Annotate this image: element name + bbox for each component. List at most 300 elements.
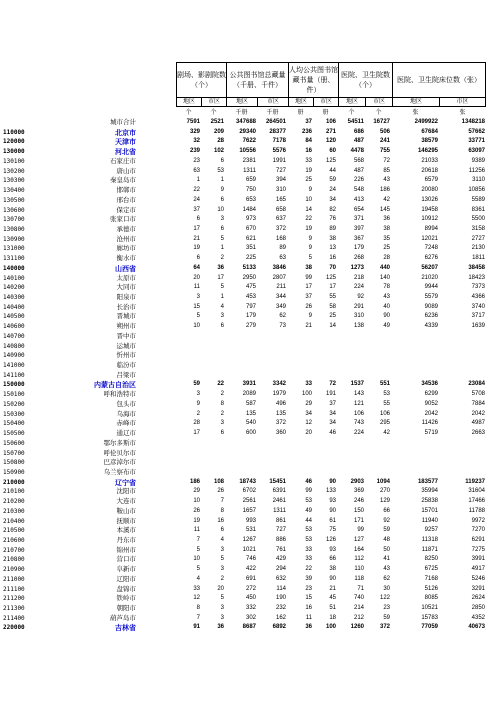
cell-value: 1311 bbox=[243, 167, 256, 174]
cell-value: 4987 bbox=[471, 420, 485, 427]
cell-value: 3717 bbox=[471, 313, 485, 320]
region-name: 大连市 bbox=[116, 497, 136, 506]
region-name: 石家庄市 bbox=[110, 156, 136, 165]
cell-value: 23 bbox=[383, 605, 390, 611]
cell-value: 42 bbox=[383, 196, 390, 203]
total-row bbox=[0, 118, 496, 127]
region-name: 朝阳市 bbox=[116, 604, 136, 612]
cell-value: 18 bbox=[329, 614, 336, 621]
unit-label: 册 bbox=[297, 109, 304, 116]
cell-value: 53 bbox=[383, 391, 390, 398]
cell-value: 548 bbox=[353, 187, 364, 193]
cell-value: 37 bbox=[305, 294, 312, 300]
province-row bbox=[0, 147, 496, 156]
region-code: 130100 bbox=[3, 157, 25, 165]
cell-value: 2042 bbox=[471, 410, 485, 417]
region-code: 140600 bbox=[3, 323, 25, 331]
cell-value: 271 bbox=[325, 128, 336, 135]
cell-value: 5579 bbox=[424, 294, 438, 300]
cell-value: 212 bbox=[353, 614, 364, 621]
cell-value: 10556 bbox=[239, 148, 256, 155]
region-name: 保定市 bbox=[116, 205, 136, 214]
cell-value: 11426 bbox=[421, 420, 438, 427]
cell-value: 28 bbox=[383, 255, 390, 262]
cell-value: 30 bbox=[383, 585, 390, 592]
region-code: 140300 bbox=[3, 294, 25, 301]
header-library-total bbox=[226, 62, 288, 98]
table-row bbox=[0, 614, 496, 623]
cell-value: 40673 bbox=[468, 624, 485, 631]
region-code: 210000 bbox=[3, 478, 25, 486]
cell-value: 4339 bbox=[424, 323, 438, 330]
cell-value: 9 bbox=[308, 313, 312, 320]
region-name: 丹东市 bbox=[116, 536, 136, 544]
cell-value: 3342 bbox=[272, 381, 286, 388]
cell-value: 23084 bbox=[468, 381, 485, 388]
cell-value: 10 bbox=[217, 206, 224, 213]
cell-value: 279 bbox=[245, 323, 256, 330]
cell-value: 53 bbox=[305, 537, 312, 543]
cell-value: 25838 bbox=[421, 498, 438, 505]
region-name: 临汾市 bbox=[116, 361, 136, 369]
cell-value: 100 bbox=[301, 391, 312, 398]
cell-value: 1348218 bbox=[461, 119, 485, 125]
region-code: 130800 bbox=[3, 225, 25, 233]
cell-value: 413 bbox=[353, 196, 364, 203]
sub-header: 市区 bbox=[257, 98, 288, 107]
region-code: 150700 bbox=[3, 449, 25, 457]
sub-header: 地区 bbox=[226, 98, 257, 107]
cell-value: 38 bbox=[329, 235, 336, 242]
cell-value: 21033 bbox=[421, 157, 438, 164]
region-code: 130200 bbox=[3, 167, 25, 175]
cell-value: 236 bbox=[301, 128, 312, 135]
cell-value: 22 bbox=[193, 187, 200, 193]
region-name: 大同市 bbox=[116, 283, 136, 292]
table-row bbox=[0, 215, 496, 224]
cell-value: 2624 bbox=[471, 595, 485, 602]
cell-value: 17466 bbox=[468, 498, 485, 505]
table-row bbox=[0, 283, 496, 292]
cell-value: 78 bbox=[383, 284, 390, 291]
cell-value: 43 bbox=[383, 177, 390, 184]
cell-value: 9972 bbox=[471, 517, 485, 524]
cell-value: 349 bbox=[275, 303, 286, 310]
cell-value: 2381 bbox=[242, 157, 256, 164]
cell-value: 5576 bbox=[272, 148, 286, 155]
cell-value: 332 bbox=[245, 605, 256, 611]
cell-value: 5708 bbox=[471, 391, 485, 398]
table-row bbox=[0, 585, 496, 594]
region-code: 150400 bbox=[3, 420, 25, 428]
cell-value: 13 bbox=[329, 245, 336, 252]
cell-value: 17 bbox=[329, 284, 336, 291]
cell-value: 1021 bbox=[242, 546, 256, 553]
cell-value: 3740 bbox=[471, 303, 485, 310]
cell-value: 2903 bbox=[350, 478, 364, 485]
cell-value: 55 bbox=[383, 400, 390, 407]
cell-value: 2 bbox=[196, 410, 200, 417]
cell-value: 310 bbox=[275, 187, 286, 193]
cell-value: 1 bbox=[196, 177, 200, 184]
region-code: 141000 bbox=[3, 362, 25, 369]
region-name: 天津市 bbox=[115, 137, 136, 147]
cell-value: 973 bbox=[245, 216, 256, 223]
cell-value: 2042 bbox=[424, 410, 438, 417]
cell-value: 38 bbox=[383, 225, 390, 232]
cell-value: 6 bbox=[196, 255, 200, 262]
region-code: 110000 bbox=[3, 128, 25, 136]
cell-value: 6 bbox=[196, 216, 200, 223]
region-code: 211200 bbox=[3, 595, 25, 603]
cell-value: 119237 bbox=[465, 478, 485, 485]
header-theaters bbox=[176, 62, 226, 98]
cell-value: 43 bbox=[383, 566, 390, 573]
cell-value: 632 bbox=[275, 575, 286, 582]
cell-value: 133 bbox=[325, 488, 336, 495]
cell-value: 18423 bbox=[468, 274, 485, 281]
cell-value: 246 bbox=[353, 498, 364, 505]
cell-value: 106 bbox=[379, 410, 390, 417]
cell-value: 9052 bbox=[424, 400, 438, 407]
region-name: 长治市 bbox=[116, 302, 136, 311]
cell-value: 25 bbox=[383, 245, 390, 252]
cell-value: 10 bbox=[193, 556, 200, 563]
unit-label: 个 bbox=[185, 109, 192, 116]
table-row bbox=[0, 322, 496, 331]
cell-value: 59 bbox=[329, 177, 336, 184]
region-code: 140900 bbox=[3, 352, 25, 360]
cell-value: 66 bbox=[383, 507, 390, 514]
cell-value: 8250 bbox=[424, 556, 438, 563]
cell-value: 4352 bbox=[471, 614, 485, 621]
cell-value: 659 bbox=[245, 177, 256, 184]
cell-value: 62 bbox=[383, 575, 390, 582]
cell-value: 347688 bbox=[235, 119, 256, 125]
cell-value: 34536 bbox=[421, 381, 438, 388]
cell-value: 59 bbox=[383, 527, 390, 534]
cell-value: 186 bbox=[379, 187, 390, 193]
table-row bbox=[0, 419, 496, 428]
cell-value: 16 bbox=[305, 605, 312, 611]
table-row bbox=[0, 167, 496, 176]
cell-value: 24 bbox=[329, 187, 336, 193]
region-name: 盘锦市 bbox=[116, 584, 136, 593]
cell-value: 21 bbox=[329, 585, 336, 592]
table-row bbox=[0, 546, 496, 555]
cell-value: 49 bbox=[383, 323, 390, 330]
table-row bbox=[0, 507, 496, 516]
cell-value: 351 bbox=[245, 245, 256, 252]
province-row bbox=[0, 137, 496, 146]
cell-value: 4 bbox=[220, 303, 224, 310]
cell-value: 112 bbox=[354, 556, 364, 563]
cell-value: 3931 bbox=[242, 381, 256, 388]
region-code: 211100 bbox=[3, 585, 25, 593]
cell-value: 3 bbox=[220, 313, 224, 320]
sub-header: 地区 bbox=[288, 98, 313, 107]
region-name: 承德市 bbox=[116, 224, 136, 233]
table-row bbox=[0, 186, 496, 195]
cell-value: 64 bbox=[193, 264, 200, 271]
region-code: 150800 bbox=[3, 459, 25, 467]
table-row bbox=[0, 400, 496, 409]
cell-value: 90 bbox=[329, 478, 336, 485]
cell-value: 496 bbox=[275, 400, 286, 407]
cell-value: 9 bbox=[220, 187, 224, 193]
region-code: 140200 bbox=[3, 284, 25, 292]
cell-value: 1311 bbox=[273, 507, 286, 514]
cell-value: 186 bbox=[189, 478, 200, 485]
table-row bbox=[0, 293, 496, 302]
cell-value: 453 bbox=[245, 294, 256, 300]
cell-value: 36 bbox=[217, 264, 224, 271]
cell-value: 16 bbox=[217, 517, 224, 524]
cell-value: 3291 bbox=[471, 585, 485, 592]
cell-value: 12 bbox=[193, 595, 200, 602]
cell-value: 7 bbox=[196, 614, 200, 621]
region-name: 乌兰察布市 bbox=[103, 467, 136, 476]
cell-value: 99 bbox=[357, 527, 364, 534]
region-name: 城市合计 bbox=[110, 118, 136, 126]
cell-value: 89 bbox=[329, 225, 336, 232]
cell-value: 291 bbox=[353, 303, 364, 310]
cell-value: 91 bbox=[193, 624, 200, 631]
region-name: 沈阳市 bbox=[116, 487, 136, 496]
cell-value: 20080 bbox=[421, 187, 438, 193]
table-row bbox=[0, 565, 496, 574]
cell-value: 587 bbox=[245, 400, 256, 407]
cell-value: 33 bbox=[305, 157, 312, 164]
cell-value: 72 bbox=[383, 157, 390, 164]
cell-value: 506 bbox=[379, 128, 390, 135]
region-name: 张家口市 bbox=[110, 215, 136, 224]
cell-value: 23 bbox=[193, 157, 200, 164]
cell-value: 77059 bbox=[421, 624, 438, 631]
cell-value: 344 bbox=[275, 294, 286, 300]
cell-value: 11256 bbox=[468, 167, 485, 174]
cell-value: 162 bbox=[275, 614, 286, 621]
cell-value: 7178 bbox=[272, 138, 286, 145]
cell-value: 13026 bbox=[421, 196, 438, 203]
cell-value: 34 bbox=[329, 420, 336, 427]
cell-value: 121 bbox=[353, 400, 364, 407]
cell-value: 369 bbox=[353, 488, 364, 495]
cell-value: 1273 bbox=[350, 264, 364, 271]
cell-value: 49 bbox=[305, 507, 312, 514]
table-row bbox=[0, 575, 496, 584]
region-code: 211400 bbox=[3, 614, 25, 622]
cell-value: 28 bbox=[193, 420, 200, 427]
cell-value: 10521 bbox=[421, 605, 438, 611]
region-name: 阜新市 bbox=[116, 565, 136, 574]
cell-value: 7591 bbox=[186, 119, 200, 125]
cell-value: 15 bbox=[305, 595, 312, 602]
header-library-per-capita bbox=[288, 62, 338, 98]
cell-value: 17 bbox=[193, 225, 200, 232]
cell-value: 1 bbox=[220, 294, 224, 300]
region-name: 唐山市 bbox=[116, 166, 136, 175]
cell-value: 40 bbox=[383, 303, 390, 310]
cell-value: 5 bbox=[196, 566, 200, 573]
region-name: 晋中市 bbox=[116, 331, 136, 340]
region-code: 150200 bbox=[3, 400, 25, 408]
cell-value: 126 bbox=[325, 537, 336, 543]
province-row bbox=[0, 478, 496, 487]
cell-value: 44 bbox=[305, 517, 312, 524]
cell-value: 568 bbox=[353, 157, 364, 164]
cell-value: 29 bbox=[305, 400, 312, 407]
cell-value: 551 bbox=[379, 381, 390, 388]
cell-value: 295 bbox=[379, 420, 390, 427]
cell-value: 2 bbox=[220, 391, 224, 398]
region-code: 140100 bbox=[3, 274, 25, 282]
region-name: 吕梁市 bbox=[116, 370, 136, 379]
cell-value: 41 bbox=[383, 556, 390, 563]
cell-value: 33 bbox=[193, 585, 200, 592]
region-name: 葫芦岛市 bbox=[110, 613, 136, 622]
cell-value: 1991 bbox=[272, 157, 286, 164]
cell-value: 62 bbox=[279, 313, 286, 320]
cell-value: 5589 bbox=[471, 196, 485, 203]
region-name: 赤峰市 bbox=[116, 419, 136, 428]
cell-value: 4 bbox=[196, 575, 200, 582]
cell-value: 7884 bbox=[471, 400, 485, 407]
cell-value: 59 bbox=[193, 381, 200, 388]
province-row bbox=[0, 380, 496, 389]
cell-value: 8 bbox=[220, 507, 224, 514]
region-code: 210900 bbox=[3, 566, 25, 574]
cell-value: 3 bbox=[220, 566, 224, 573]
cell-value: 9 bbox=[196, 400, 200, 407]
cell-value: 19 bbox=[193, 517, 200, 524]
cell-value: 6 bbox=[220, 430, 224, 436]
cell-value: 264501 bbox=[265, 119, 286, 125]
cell-value: 191 bbox=[325, 391, 336, 398]
cell-value: 637 bbox=[275, 216, 286, 223]
cell-value: 1811 bbox=[472, 255, 485, 262]
header-hospital-beds-label: 医院、卫生院床位数（张） bbox=[397, 76, 481, 84]
cell-value: 15701 bbox=[421, 507, 438, 514]
table-row bbox=[0, 536, 496, 545]
cell-value: 38579 bbox=[421, 138, 438, 145]
unit-label: 千册 bbox=[266, 109, 279, 116]
cell-value: 12 bbox=[305, 420, 312, 427]
cell-value: 993 bbox=[245, 517, 256, 524]
cell-value: 487 bbox=[353, 138, 364, 145]
cell-value: 4 bbox=[220, 537, 224, 543]
cell-value: 1 bbox=[220, 245, 224, 252]
region-name: 沧州市 bbox=[116, 234, 136, 243]
cell-value: 8687 bbox=[242, 624, 256, 631]
cell-value: 3 bbox=[196, 294, 200, 300]
table-row bbox=[0, 410, 496, 419]
table-row bbox=[0, 517, 496, 526]
region-code: 140000 bbox=[3, 264, 25, 272]
cell-value: 38 bbox=[305, 264, 312, 271]
cell-value: 54511 bbox=[347, 119, 364, 125]
cell-value: 183577 bbox=[417, 478, 438, 485]
unit-label: 张 bbox=[412, 109, 419, 116]
cell-value: 93 bbox=[329, 546, 336, 553]
cell-value: 90 bbox=[383, 313, 390, 320]
region-name: 廊坊市 bbox=[116, 244, 136, 253]
sub-header: 市区 bbox=[313, 98, 338, 107]
cell-value: 59 bbox=[383, 614, 390, 621]
cell-value: 1484 bbox=[242, 206, 256, 213]
cell-value: 38 bbox=[329, 566, 336, 573]
cell-value: 63 bbox=[193, 167, 200, 174]
cell-value: 20 bbox=[193, 274, 200, 281]
cell-value: 37 bbox=[193, 206, 200, 213]
cell-value: 294 bbox=[275, 566, 286, 573]
region-name: 忻州市 bbox=[116, 351, 136, 360]
cell-value: 168 bbox=[275, 235, 286, 242]
cell-value: 19458 bbox=[421, 206, 438, 213]
cell-value: 658 bbox=[275, 206, 286, 213]
cell-value: 214 bbox=[353, 605, 364, 611]
cell-value: 35 bbox=[383, 235, 390, 242]
cell-value: 8 bbox=[220, 400, 224, 407]
unit-label: 千册 bbox=[235, 109, 248, 116]
cell-value: 36 bbox=[383, 216, 390, 223]
cell-value: 122 bbox=[379, 595, 390, 602]
cell-value: 9944 bbox=[424, 284, 438, 291]
cell-value: 3 bbox=[220, 216, 224, 223]
cell-value: 3158 bbox=[471, 225, 485, 232]
region-name: 北京市 bbox=[115, 127, 136, 137]
region-code: 220000 bbox=[3, 624, 25, 632]
header-theaters-label: 剧场、影剧院数（个） bbox=[177, 71, 226, 89]
cell-value: 6276 bbox=[424, 255, 438, 262]
cell-value: 1094 bbox=[376, 478, 390, 485]
cell-value: 84 bbox=[305, 138, 312, 145]
cell-value: 10 bbox=[193, 323, 200, 330]
region-name: 朔州市 bbox=[116, 322, 136, 331]
cell-value: 5133 bbox=[242, 264, 256, 271]
region-name: 鄂尔多斯市 bbox=[103, 438, 136, 447]
cell-value: 33 bbox=[305, 556, 312, 563]
cell-value: 17 bbox=[305, 284, 312, 291]
table-row bbox=[0, 497, 496, 506]
cell-value: 1260 bbox=[350, 624, 364, 631]
table-row bbox=[0, 332, 496, 341]
cell-value: 224 bbox=[353, 284, 364, 291]
cell-value: 24 bbox=[193, 196, 200, 203]
region-code: 210600 bbox=[3, 537, 25, 544]
cell-value: 89 bbox=[279, 245, 286, 252]
cell-value: 38458 bbox=[468, 264, 485, 271]
cell-value: 17 bbox=[193, 430, 200, 436]
region-code: 210500 bbox=[3, 527, 25, 535]
cell-value: 3846 bbox=[272, 264, 286, 271]
table-row bbox=[0, 303, 496, 312]
region-name: 衡水市 bbox=[116, 254, 136, 263]
cell-value: 9089 bbox=[424, 303, 438, 310]
table-row bbox=[0, 342, 496, 351]
cell-value: 1979 bbox=[272, 391, 286, 398]
cell-value: 367 bbox=[353, 235, 364, 242]
unit-label: 个 bbox=[375, 109, 382, 116]
sub-header: 市区 bbox=[365, 98, 392, 107]
cell-value: 26 bbox=[305, 303, 312, 310]
cell-value: 143 bbox=[353, 391, 364, 398]
cell-value: 23 bbox=[305, 585, 312, 592]
cell-value: 99 bbox=[305, 488, 312, 495]
cell-value: 8994 bbox=[424, 225, 438, 232]
cell-value: 125 bbox=[325, 157, 336, 164]
cell-value: 92 bbox=[357, 294, 364, 300]
